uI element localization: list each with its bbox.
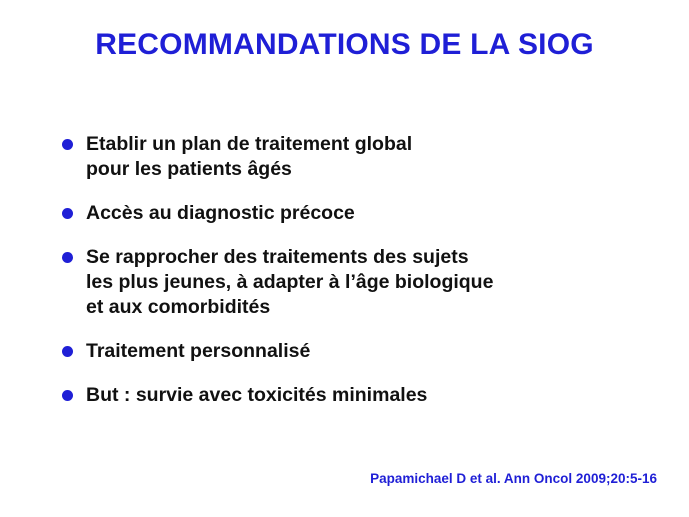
bullet-item bbox=[62, 245, 662, 320]
bullet-dot-icon bbox=[62, 252, 73, 263]
slide-title: RECOMMANDATIONS DE LA SIOG bbox=[95, 28, 594, 61]
bullet-line: But : survie avec toxicités minimales bbox=[86, 384, 428, 406]
bullet-item bbox=[62, 383, 662, 408]
bullet-item bbox=[62, 201, 662, 226]
bullet-item bbox=[62, 132, 662, 182]
bullet-line: les plus jeunes, à adapter à l’âge biologique bbox=[86, 271, 494, 293]
bullet-line: Etablir un plan de traitement global bbox=[86, 133, 413, 155]
bullet-dot-icon bbox=[62, 208, 73, 219]
bullet-line: Accès au diagnostic précoce bbox=[86, 202, 355, 224]
bullet-item bbox=[62, 339, 662, 364]
bullet-list bbox=[62, 132, 662, 427]
citation: Papamichael D et al. Ann Oncol 2009;20:5-16 bbox=[370, 471, 657, 486]
bullet-line: Traitement personnalisé bbox=[86, 340, 311, 362]
bullet-line: Se rapprocher des traitements des sujets bbox=[86, 246, 469, 268]
bullet-dot-icon bbox=[62, 139, 73, 150]
bullet-dot-icon bbox=[62, 346, 73, 357]
bullet-line: et aux comorbidités bbox=[86, 296, 271, 318]
bullet-line: pour les patients âgés bbox=[86, 158, 292, 180]
bullet-dot-icon bbox=[62, 390, 73, 401]
